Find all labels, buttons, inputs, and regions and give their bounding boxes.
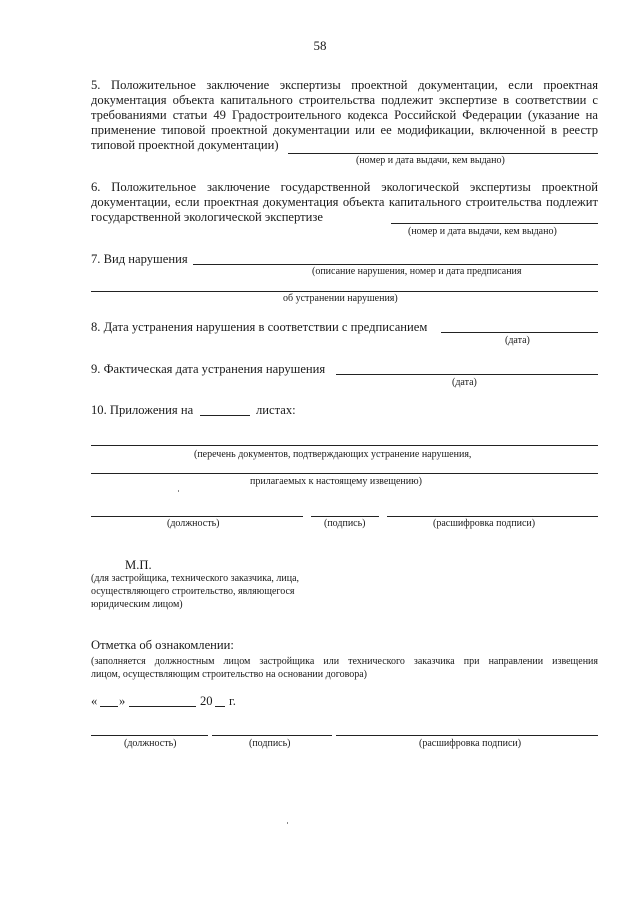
item7-fill-line[interactable] [193, 264, 598, 265]
date-year-prefix: 20 [200, 694, 213, 708]
date-month-line[interactable] [129, 706, 196, 707]
signature1-decoding-hint: (расшифровка подписи) [433, 518, 536, 529]
item10-hint2: прилагаемых к настоящему извещению) [250, 476, 422, 487]
acknowledgement-title: Отметка об ознакомлении: [91, 638, 234, 652]
item7-hint1: (описание нарушения, номер и дата предписания [312, 266, 522, 277]
item6-hint: (номер и дата выдачи, кем выдано) [408, 226, 557, 237]
signature2-signature-line[interactable] [212, 735, 332, 736]
acknowledgement-note-line2: лицом, осуществляющим строительство на основании договора) [91, 669, 367, 680]
signature1-signature-hint: (подпись) [324, 518, 366, 529]
item5-text: 5. Положительное заключение экспертизы проектной документации, если проектная документация объекта капитального строительства подлежит экспертизе в соответствии с требованиями статьи 49 Градостроительного кодекса Российской Федерации (указание на применение типовой проектной документации или ее модификации, включенной в реестр типовой проектной документации) [91, 78, 598, 152]
signature1-signature-line[interactable] [311, 516, 379, 517]
scan-speck [178, 490, 179, 492]
item9-fill-line[interactable] [336, 374, 598, 375]
signature2-decoding-hint: (расшифровка подписи) [419, 738, 522, 749]
item8-hint: (дата) [505, 335, 530, 346]
page-number: 58 [313, 38, 327, 53]
signature2-decoding-line[interactable] [336, 735, 598, 736]
stamp-note-line1: (для застройщика, технического заказчика, лица, [91, 573, 300, 584]
item10-fill-line-2[interactable] [91, 473, 598, 474]
item5-hint: (номер и дата выдачи, кем выдано) [356, 155, 505, 166]
signature2-position-hint: (должность) [124, 738, 177, 749]
item9-hint: (дата) [452, 377, 477, 388]
item10-label-suffix: листах: [256, 403, 296, 417]
item7-hint2: об устранении нарушения) [283, 293, 398, 304]
signature2-position-line[interactable] [91, 735, 208, 736]
item6-text: 6. Положительное заключение государственной экологической экспертизы проектной документации, если проектная документация объекта капитального строительства подлежит государственной экологической экспертизе [91, 180, 598, 224]
item10-sheets-line[interactable] [200, 415, 250, 416]
stamp-note-line3: юридическим лицом) [91, 599, 183, 610]
item10-fill-line[interactable] [91, 445, 598, 446]
item8-fill-line[interactable] [441, 332, 598, 333]
stamp-note-line2: осуществляющего строительство, являющегося [91, 586, 295, 597]
date-year-suffix: г. [229, 694, 236, 708]
signature1-position-hint: (должность) [167, 518, 220, 529]
item10-label-prefix: 10. Приложения на [91, 403, 194, 417]
date-close-quote: » [119, 694, 126, 708]
signature1-position-line[interactable] [91, 516, 303, 517]
signature1-decoding-line[interactable] [387, 516, 598, 517]
item6-fill-line[interactable] [391, 223, 598, 224]
scan-speck [287, 822, 288, 824]
item7-fill-line-2[interactable] [91, 291, 598, 292]
date-day-line[interactable] [100, 706, 118, 707]
signature2-signature-hint: (подпись) [249, 738, 291, 749]
item9-label: 9. Фактическая дата устранения нарушения [91, 362, 326, 376]
date-year-line[interactable] [215, 706, 225, 707]
date-open-quote: « [91, 694, 98, 708]
item8-label: 8. Дата устранения нарушения в соответствии с предписанием [91, 320, 428, 334]
item7-label: 7. Вид нарушения [91, 252, 188, 266]
acknowledgement-note-line1: (заполняется должностным лицом застройщика или технического заказчика при направлении извещения [91, 656, 598, 667]
item10-hint1: (перечень документов, подтверждающих устранение нарушения, [194, 449, 472, 460]
stamp-mp: М.П. [125, 558, 152, 572]
item5-fill-line[interactable] [288, 153, 598, 154]
